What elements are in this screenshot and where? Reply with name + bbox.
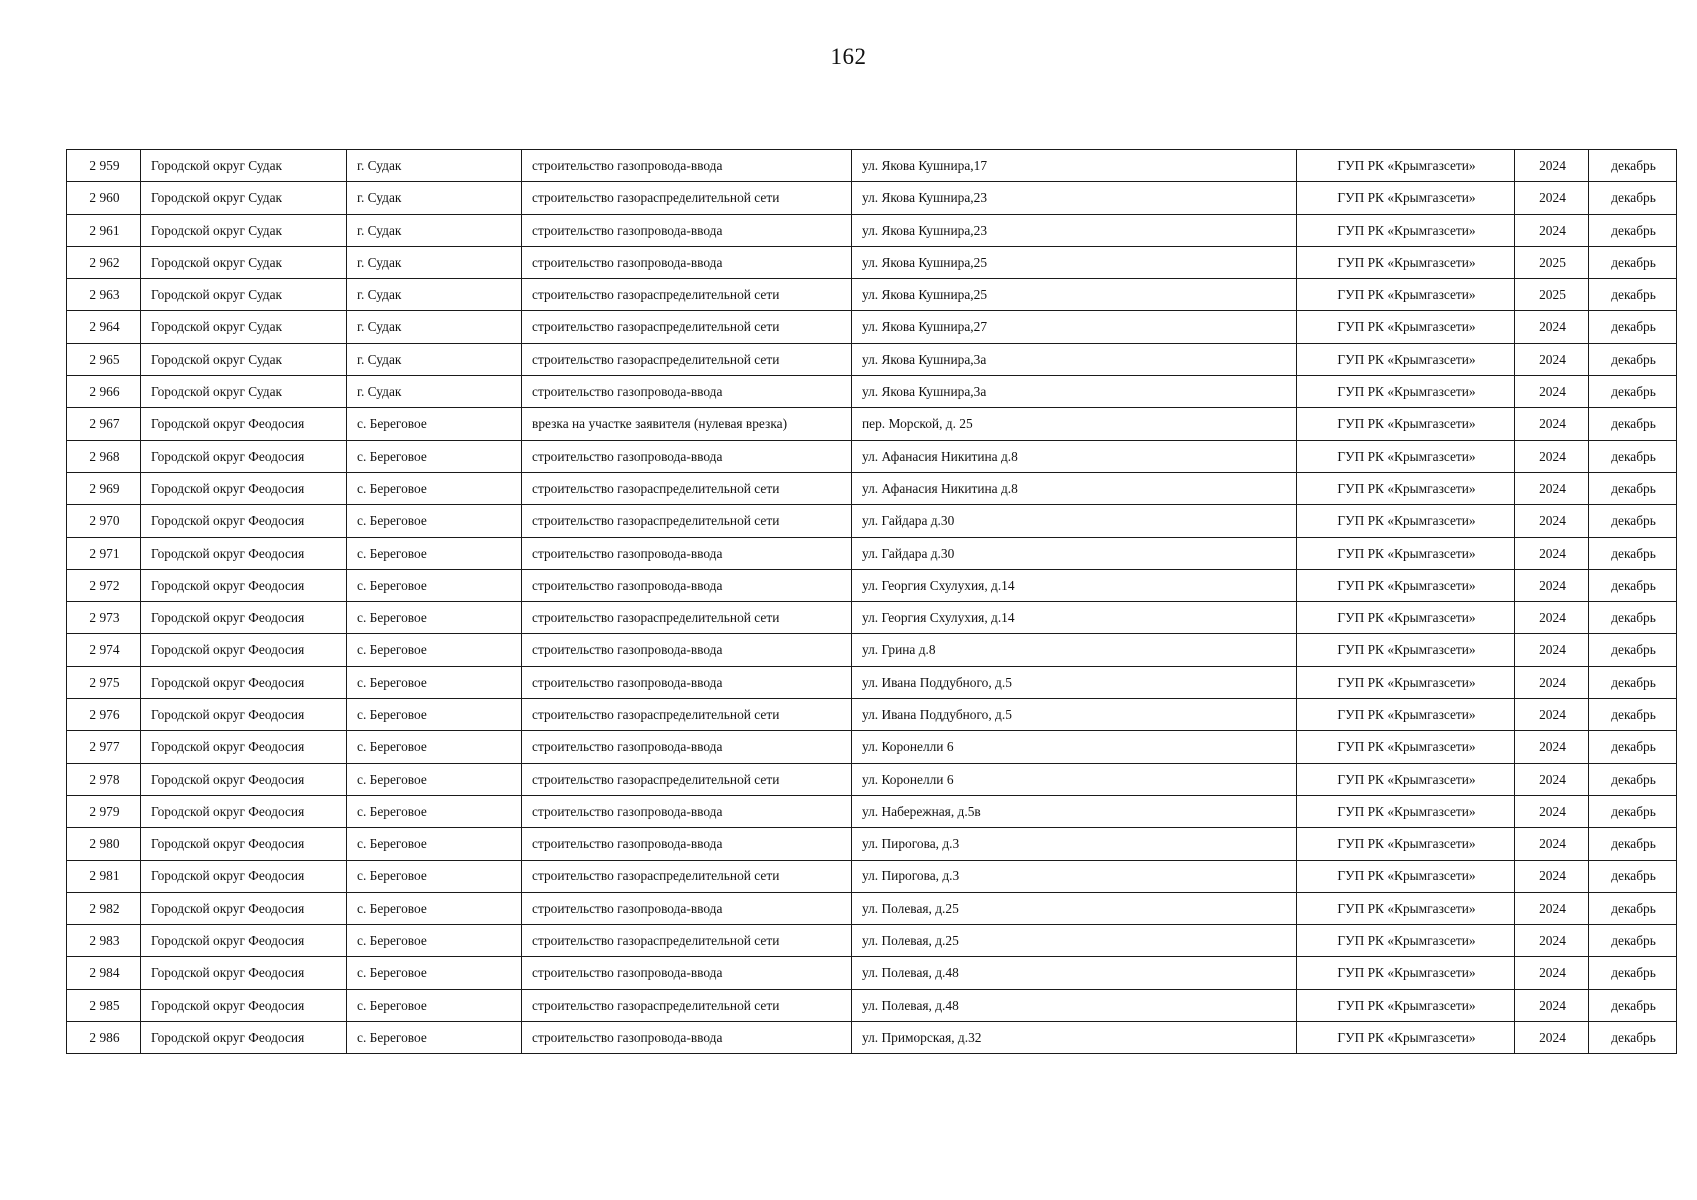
cell-year: 2024: [1515, 311, 1589, 343]
cell-number: 2 974: [67, 634, 141, 666]
cell-year: 2024: [1515, 440, 1589, 472]
table-row: [67, 1022, 1677, 1054]
cell-number: 2 964: [67, 311, 141, 343]
cell-month: декабрь: [1589, 892, 1677, 924]
cell-address: ул. Полевая, д.25: [852, 892, 1297, 924]
table-row: [67, 925, 1677, 957]
table-row: [67, 892, 1677, 924]
cell-number: 2 977: [67, 731, 141, 763]
cell-settlement: с. Береговое: [347, 925, 522, 957]
cell-month: декабрь: [1589, 957, 1677, 989]
cell-settlement: с. Береговое: [347, 795, 522, 827]
cell-district: Городской округ Судак: [141, 182, 347, 214]
cell-year: 2025: [1515, 246, 1589, 278]
cell-number: 2 982: [67, 892, 141, 924]
cell-year: 2024: [1515, 182, 1589, 214]
cell-month: декабрь: [1589, 440, 1677, 472]
cell-address: ул. Коронелли 6: [852, 763, 1297, 795]
cell-organization: ГУП РК «Крымгазсети»: [1297, 569, 1515, 601]
table-row: [67, 828, 1677, 860]
cell-work-type: строительство газопровода-ввода: [522, 569, 852, 601]
cell-settlement: г. Судак: [347, 214, 522, 246]
cell-settlement: с. Береговое: [347, 1022, 522, 1054]
cell-district: Городской округ Феодосия: [141, 634, 347, 666]
cell-number: 2 979: [67, 795, 141, 827]
table-row: [67, 279, 1677, 311]
cell-district: Городской округ Феодосия: [141, 699, 347, 731]
cell-address: ул. Якова Кушнира,25: [852, 279, 1297, 311]
cell-year: 2024: [1515, 569, 1589, 601]
cell-number: 2 963: [67, 279, 141, 311]
cell-month: декабрь: [1589, 472, 1677, 504]
cell-organization: ГУП РК «Крымгазсети»: [1297, 279, 1515, 311]
cell-year: 2024: [1515, 699, 1589, 731]
cell-organization: ГУП РК «Крымгазсети»: [1297, 311, 1515, 343]
cell-number: 2 986: [67, 1022, 141, 1054]
cell-number: 2 961: [67, 214, 141, 246]
cell-organization: ГУП РК «Крымгазсети»: [1297, 343, 1515, 375]
cell-month: декабрь: [1589, 246, 1677, 278]
cell-address: ул. Афанасия Никитина д.8: [852, 472, 1297, 504]
cell-work-type: строительство газопровода-ввода: [522, 150, 852, 182]
cell-address: пер. Морской, д. 25: [852, 408, 1297, 440]
cell-work-type: строительство газопровода-ввода: [522, 246, 852, 278]
cell-month: декабрь: [1589, 311, 1677, 343]
cell-number: 2 976: [67, 699, 141, 731]
cell-settlement: г. Судак: [347, 182, 522, 214]
cell-district: Городской округ Судак: [141, 376, 347, 408]
cell-work-type: строительство газораспределительной сети: [522, 699, 852, 731]
cell-settlement: с. Береговое: [347, 408, 522, 440]
cell-settlement: с. Береговое: [347, 602, 522, 634]
table-row: [67, 311, 1677, 343]
cell-year: 2024: [1515, 957, 1589, 989]
cell-settlement: г. Судак: [347, 279, 522, 311]
cell-work-type: строительство газораспределительной сети: [522, 925, 852, 957]
cell-organization: ГУП РК «Крымгазсети»: [1297, 634, 1515, 666]
table-row: [67, 860, 1677, 892]
cell-year: 2024: [1515, 408, 1589, 440]
cell-work-type: строительство газораспределительной сети: [522, 182, 852, 214]
cell-month: декабрь: [1589, 1022, 1677, 1054]
cell-settlement: с. Береговое: [347, 440, 522, 472]
cell-district: Городской округ Феодосия: [141, 569, 347, 601]
table-row: [67, 602, 1677, 634]
cell-organization: ГУП РК «Крымгазсети»: [1297, 246, 1515, 278]
cell-organization: ГУП РК «Крымгазсети»: [1297, 666, 1515, 698]
cell-district: Городской округ Феодосия: [141, 731, 347, 763]
cell-settlement: с. Береговое: [347, 634, 522, 666]
cell-number: 2 975: [67, 666, 141, 698]
cell-number: 2 984: [67, 957, 141, 989]
cell-month: декабрь: [1589, 699, 1677, 731]
cell-work-type: строительство газопровода-ввода: [522, 214, 852, 246]
cell-year: 2024: [1515, 376, 1589, 408]
table-row: [67, 182, 1677, 214]
cell-organization: ГУП РК «Крымгазсети»: [1297, 602, 1515, 634]
cell-address: ул. Ивана Поддубного, д.5: [852, 699, 1297, 731]
cell-work-type: строительство газопровода-ввода: [522, 731, 852, 763]
cell-organization: ГУП РК «Крымгазсети»: [1297, 1022, 1515, 1054]
cell-number: 2 966: [67, 376, 141, 408]
table-row: [67, 989, 1677, 1021]
cell-settlement: г. Судак: [347, 311, 522, 343]
cell-address: ул. Якова Кушнира,17: [852, 150, 1297, 182]
cell-district: Городской округ Феодосия: [141, 828, 347, 860]
cell-number: 2 960: [67, 182, 141, 214]
cell-settlement: с. Береговое: [347, 505, 522, 537]
cell-work-type: строительство газопровода-ввода: [522, 376, 852, 408]
cell-settlement: с. Береговое: [347, 892, 522, 924]
cell-organization: ГУП РК «Крымгазсети»: [1297, 376, 1515, 408]
cell-district: Городской округ Феодосия: [141, 472, 347, 504]
cell-address: ул. Полевая, д.25: [852, 925, 1297, 957]
cell-work-type: строительство газопровода-ввода: [522, 1022, 852, 1054]
table-row: [67, 699, 1677, 731]
cell-organization: ГУП РК «Крымгазсети»: [1297, 182, 1515, 214]
cell-year: 2024: [1515, 472, 1589, 504]
table-row: [67, 731, 1677, 763]
cell-year: 2025: [1515, 279, 1589, 311]
cell-district: Городской округ Феодосия: [141, 408, 347, 440]
cell-address: ул. Георгия Схулухия, д.14: [852, 602, 1297, 634]
cell-number: 2 969: [67, 472, 141, 504]
cell-district: Городской округ Феодосия: [141, 666, 347, 698]
cell-work-type: строительство газораспределительной сети: [522, 279, 852, 311]
cell-year: 2024: [1515, 634, 1589, 666]
cell-year: 2024: [1515, 763, 1589, 795]
cell-address: ул. Пирогова, д.3: [852, 860, 1297, 892]
cell-address: ул. Приморская, д.32: [852, 1022, 1297, 1054]
cell-district: Городской округ Феодосия: [141, 989, 347, 1021]
cell-work-type: строительство газопровода-ввода: [522, 828, 852, 860]
cell-month: декабрь: [1589, 408, 1677, 440]
cell-district: Городской округ Феодосия: [141, 537, 347, 569]
cell-work-type: строительство газопровода-ввода: [522, 795, 852, 827]
table-row: [67, 795, 1677, 827]
cell-number: 2 965: [67, 343, 141, 375]
cell-district: Городской округ Феодосия: [141, 892, 347, 924]
table-row: [67, 957, 1677, 989]
cell-number: 2 959: [67, 150, 141, 182]
cell-month: декабрь: [1589, 925, 1677, 957]
cell-number: 2 978: [67, 763, 141, 795]
cell-address: ул. Якова Кушнира,25: [852, 246, 1297, 278]
cell-settlement: с. Береговое: [347, 828, 522, 860]
cell-month: декабрь: [1589, 795, 1677, 827]
cell-district: Городской округ Феодосия: [141, 505, 347, 537]
cell-organization: ГУП РК «Крымгазсети»: [1297, 440, 1515, 472]
cell-year: 2024: [1515, 343, 1589, 375]
cell-month: декабрь: [1589, 569, 1677, 601]
cell-year: 2024: [1515, 537, 1589, 569]
cell-month: декабрь: [1589, 279, 1677, 311]
cell-month: декабрь: [1589, 989, 1677, 1021]
cell-month: декабрь: [1589, 763, 1677, 795]
cell-month: декабрь: [1589, 537, 1677, 569]
cell-settlement: с. Береговое: [347, 666, 522, 698]
cell-settlement: с. Береговое: [347, 472, 522, 504]
cell-address: ул. Набережная, д.5в: [852, 795, 1297, 827]
cell-district: Городской округ Феодосия: [141, 602, 347, 634]
cell-district: Городской округ Судак: [141, 246, 347, 278]
cell-year: 2024: [1515, 150, 1589, 182]
cell-year: 2024: [1515, 602, 1589, 634]
cell-year: 2024: [1515, 1022, 1589, 1054]
cell-organization: ГУП РК «Крымгазсети»: [1297, 699, 1515, 731]
cell-work-type: строительство газораспределительной сети: [522, 311, 852, 343]
cell-year: 2024: [1515, 925, 1589, 957]
cell-month: декабрь: [1589, 731, 1677, 763]
registry-table: [66, 149, 1677, 1054]
cell-organization: ГУП РК «Крымгазсети»: [1297, 731, 1515, 763]
table-row: [67, 343, 1677, 375]
cell-year: 2024: [1515, 214, 1589, 246]
cell-district: Городской округ Судак: [141, 311, 347, 343]
cell-district: Городской округ Феодосия: [141, 795, 347, 827]
cell-settlement: г. Судак: [347, 150, 522, 182]
cell-work-type: строительство газопровода-ввода: [522, 634, 852, 666]
cell-district: Городской округ Феодосия: [141, 440, 347, 472]
cell-year: 2024: [1515, 860, 1589, 892]
table-row: [67, 150, 1677, 182]
cell-work-type: строительство газораспределительной сети: [522, 989, 852, 1021]
cell-address: ул. Пирогова, д.3: [852, 828, 1297, 860]
cell-organization: ГУП РК «Крымгазсети»: [1297, 214, 1515, 246]
cell-address: ул. Ивана Поддубного, д.5: [852, 666, 1297, 698]
table-row: [67, 505, 1677, 537]
cell-address: ул. Афанасия Никитина д.8: [852, 440, 1297, 472]
cell-month: декабрь: [1589, 828, 1677, 860]
cell-settlement: с. Береговое: [347, 989, 522, 1021]
cell-work-type: строительство газораспределительной сети: [522, 505, 852, 537]
cell-address: ул. Якова Кушнира,23: [852, 214, 1297, 246]
cell-month: декабрь: [1589, 505, 1677, 537]
cell-number: 2 971: [67, 537, 141, 569]
cell-address: ул. Полевая, д.48: [852, 989, 1297, 1021]
cell-work-type: строительство газораспределительной сети: [522, 763, 852, 795]
cell-organization: ГУП РК «Крымгазсети»: [1297, 795, 1515, 827]
table-body: [67, 150, 1677, 1054]
cell-number: 2 983: [67, 925, 141, 957]
cell-district: Городской округ Феодосия: [141, 860, 347, 892]
cell-organization: ГУП РК «Крымгазсети»: [1297, 892, 1515, 924]
table-row: [67, 214, 1677, 246]
cell-address: ул. Якова Кушнира,27: [852, 311, 1297, 343]
cell-organization: ГУП РК «Крымгазсети»: [1297, 957, 1515, 989]
page-number: 162: [830, 44, 867, 69]
cell-address: ул. Полевая, д.48: [852, 957, 1297, 989]
cell-month: декабрь: [1589, 182, 1677, 214]
cell-organization: ГУП РК «Крымгазсети»: [1297, 763, 1515, 795]
cell-district: Городской округ Судак: [141, 343, 347, 375]
table-row: [67, 472, 1677, 504]
cell-year: 2024: [1515, 828, 1589, 860]
cell-address: ул. Гайдара д.30: [852, 505, 1297, 537]
cell-year: 2024: [1515, 989, 1589, 1021]
cell-settlement: с. Береговое: [347, 731, 522, 763]
cell-number: 2 962: [67, 246, 141, 278]
cell-settlement: с. Береговое: [347, 537, 522, 569]
cell-number: 2 972: [67, 569, 141, 601]
cell-district: Городской округ Судак: [141, 150, 347, 182]
cell-month: декабрь: [1589, 343, 1677, 375]
cell-district: Городской округ Феодосия: [141, 925, 347, 957]
cell-number: 2 968: [67, 440, 141, 472]
cell-settlement: г. Судак: [347, 246, 522, 278]
cell-number: 2 967: [67, 408, 141, 440]
cell-number: 2 970: [67, 505, 141, 537]
cell-organization: ГУП РК «Крымгазсети»: [1297, 150, 1515, 182]
cell-settlement: г. Судак: [347, 376, 522, 408]
cell-organization: ГУП РК «Крымгазсети»: [1297, 860, 1515, 892]
cell-month: декабрь: [1589, 666, 1677, 698]
cell-number: 2 985: [67, 989, 141, 1021]
cell-work-type: строительство газопровода-ввода: [522, 957, 852, 989]
cell-year: 2024: [1515, 666, 1589, 698]
cell-work-type: строительство газопровода-ввода: [522, 666, 852, 698]
table-row: [67, 408, 1677, 440]
cell-address: ул. Гайдара д.30: [852, 537, 1297, 569]
cell-organization: ГУП РК «Крымгазсети»: [1297, 505, 1515, 537]
cell-organization: ГУП РК «Крымгазсети»: [1297, 828, 1515, 860]
cell-district: Городской округ Феодосия: [141, 957, 347, 989]
cell-month: декабрь: [1589, 602, 1677, 634]
cell-work-type: строительство газораспределительной сети: [522, 602, 852, 634]
table-row: [67, 440, 1677, 472]
cell-number: 2 981: [67, 860, 141, 892]
cell-work-type: строительство газопровода-ввода: [522, 440, 852, 472]
cell-month: декабрь: [1589, 634, 1677, 666]
cell-work-type: строительство газораспределительной сети: [522, 472, 852, 504]
cell-work-type: строительство газораспределительной сети: [522, 343, 852, 375]
cell-work-type: врезка на участке заявителя (нулевая врезка): [522, 408, 852, 440]
table-row: [67, 246, 1677, 278]
cell-district: Городской округ Судак: [141, 214, 347, 246]
table-row: [67, 376, 1677, 408]
cell-district: Городской округ Феодосия: [141, 1022, 347, 1054]
table-row: [67, 634, 1677, 666]
cell-organization: ГУП РК «Крымгазсети»: [1297, 989, 1515, 1021]
cell-month: декабрь: [1589, 860, 1677, 892]
cell-settlement: с. Береговое: [347, 860, 522, 892]
cell-address: ул. Якова Кушнира,3а: [852, 343, 1297, 375]
table-row: [67, 666, 1677, 698]
cell-settlement: с. Береговое: [347, 569, 522, 601]
cell-work-type: строительство газораспределительной сети: [522, 860, 852, 892]
cell-organization: ГУП РК «Крымгазсети»: [1297, 537, 1515, 569]
cell-work-type: строительство газопровода-ввода: [522, 892, 852, 924]
table-row: [67, 569, 1677, 601]
cell-number: 2 980: [67, 828, 141, 860]
cell-year: 2024: [1515, 795, 1589, 827]
cell-address: ул. Якова Кушнира,23: [852, 182, 1297, 214]
cell-address: ул. Георгия Схулухия, д.14: [852, 569, 1297, 601]
cell-settlement: г. Судак: [347, 343, 522, 375]
table-row: [67, 763, 1677, 795]
cell-month: декабрь: [1589, 376, 1677, 408]
cell-district: Городской округ Судак: [141, 279, 347, 311]
cell-work-type: строительство газопровода-ввода: [522, 537, 852, 569]
cell-settlement: с. Береговое: [347, 763, 522, 795]
cell-address: ул. Грина д.8: [852, 634, 1297, 666]
cell-organization: ГУП РК «Крымгазсети»: [1297, 472, 1515, 504]
cell-organization: ГУП РК «Крымгазсети»: [1297, 925, 1515, 957]
cell-settlement: с. Береговое: [347, 957, 522, 989]
cell-year: 2024: [1515, 505, 1589, 537]
cell-district: Городской округ Феодосия: [141, 763, 347, 795]
cell-organization: ГУП РК «Крымгазсети»: [1297, 408, 1515, 440]
cell-month: декабрь: [1589, 150, 1677, 182]
cell-month: декабрь: [1589, 214, 1677, 246]
cell-address: ул. Коронелли 6: [852, 731, 1297, 763]
table-row: [67, 537, 1677, 569]
cell-address: ул. Якова Кушнира,3а: [852, 376, 1297, 408]
cell-year: 2024: [1515, 892, 1589, 924]
cell-settlement: с. Береговое: [347, 699, 522, 731]
cell-year: 2024: [1515, 731, 1589, 763]
cell-number: 2 973: [67, 602, 141, 634]
